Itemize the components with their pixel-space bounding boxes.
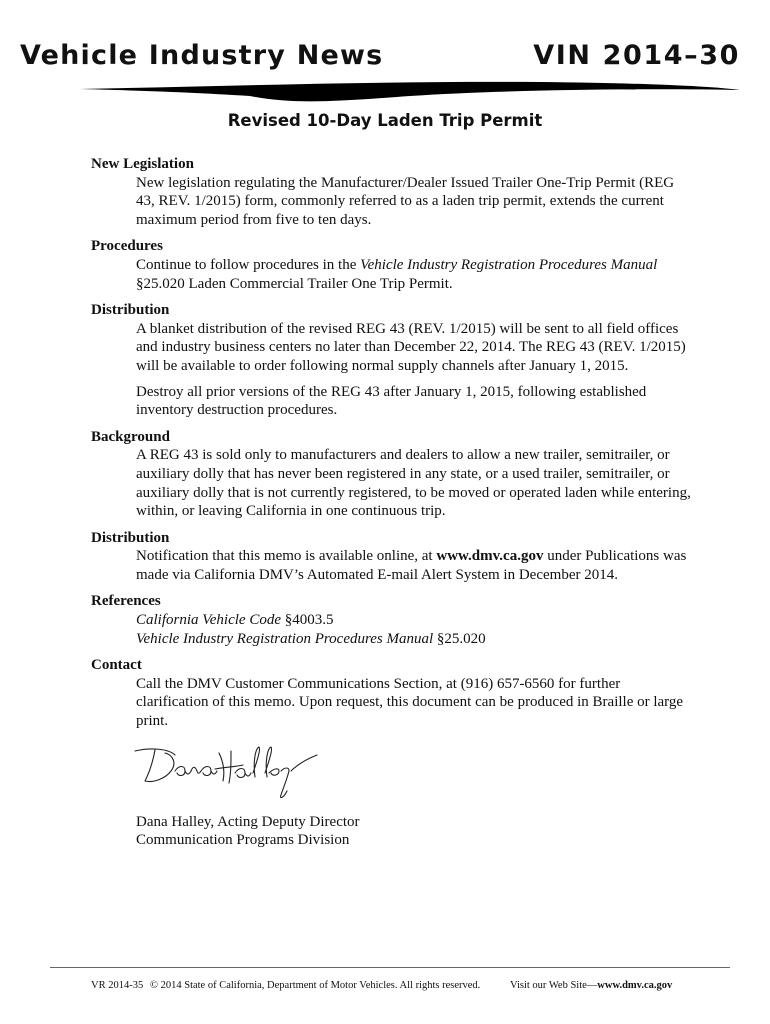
dmv-website-link[interactable]: www.dmv.ca.gov (436, 548, 544, 565)
footer-website-link[interactable]: www.dmv.ca.gov (597, 980, 673, 991)
memo-body (91, 155, 691, 850)
footer-document-code: VR 2014-35 (91, 980, 144, 991)
section-heading-procedures: Procedures (91, 238, 163, 255)
distribution-paragraph-2: Destroy all prior versions of the REG 43 after January 1, 2015, following established inventory destruction procedures. (136, 383, 647, 419)
footer-rule (50, 967, 730, 968)
reference-vehicle-code-title: California Vehicle Code (136, 612, 281, 629)
procedures-text-before: Continue to follow procedures in the (136, 256, 361, 273)
footer-website (510, 980, 672, 991)
signer-division: Communication Programs Division (136, 832, 350, 849)
handwritten-signature (131, 741, 321, 799)
new-legislation-text: New legislation regulating the Manufacturer/Dealer Issued Trailer One-Trip Permit (REG 43, REV. 1/2015) form, commonly referred to as a laden trip permit, extends the current maximum period from five to ten days. (136, 174, 675, 228)
contact-text: Call the DMV Customer Communications Section, at (916) 657-6560 for further clarification of this memo. Upon request, this document can be produced in Braille or large print. (136, 675, 684, 730)
distribution-online-text (136, 547, 691, 584)
reference-vehicle-code (136, 611, 691, 630)
distribution-online-after: under Publications was made via California DMV’s Automated E-mail Alert System in December 2014. (136, 548, 687, 583)
masthead-swoosh (80, 80, 740, 106)
signer-name-title: Dana Halley, Acting Deputy Director (136, 813, 360, 830)
footer-copyright: © 2014 State of California, Department of Motor Vehicles. All rights reserved. (150, 980, 481, 991)
footer-visit-prefix: Visit our Web Site— (510, 980, 598, 991)
section-heading-distribution: Distribution (91, 302, 170, 319)
procedures-text (136, 256, 691, 293)
section-heading-distribution-online: Distribution (91, 529, 170, 546)
reference-vehicle-code-section: §4003.5 (280, 612, 334, 629)
section-heading-background: Background (91, 428, 170, 445)
section-heading-new-legislation: New Legislation (91, 156, 194, 172)
reference-manual-section: §25.020 (433, 630, 486, 647)
procedures-text-after: §25.020 Laden Commercial Trailer One Trip Permit. (136, 275, 453, 292)
section-heading-contact: Contact (91, 657, 142, 674)
distribution-paragraph-1: A blanket distribution of the revised REG 43 (REV. 1/2015) will be sent to all field offices and industry business centers no later than December 22, 2014. The REG 43 (REV. 1/2015) will be available to order following normal supply channels after January 1, 2015. (136, 320, 686, 374)
distribution-online-before: Notification that this memo is available online, at (136, 548, 437, 565)
bulletin-number: VIN 2014–30 (533, 40, 740, 71)
section-heading-references: References (91, 593, 161, 610)
reference-manual-title: Vehicle Industry Registration Procedures Manual (136, 630, 434, 647)
background-text: A REG 43 is sold only to manufacturers and dealers to allow a new trailer, semitrailer, or auxiliary dolly that has never been registered in any state, or a used trailer, semitrailer, or auxiliary dolly that is not currently registered, to be moved or operated laden while entering, within, or leaving California in one continuous trip. (136, 447, 691, 520)
masthead-title: Vehicle Industry News (20, 40, 384, 71)
reference-procedures-manual (136, 630, 691, 649)
document-title: Revised 10-Day Laden Trip Permit (227, 111, 543, 130)
procedures-manual-title: Vehicle Industry Registration Procedures Manual (360, 256, 658, 273)
